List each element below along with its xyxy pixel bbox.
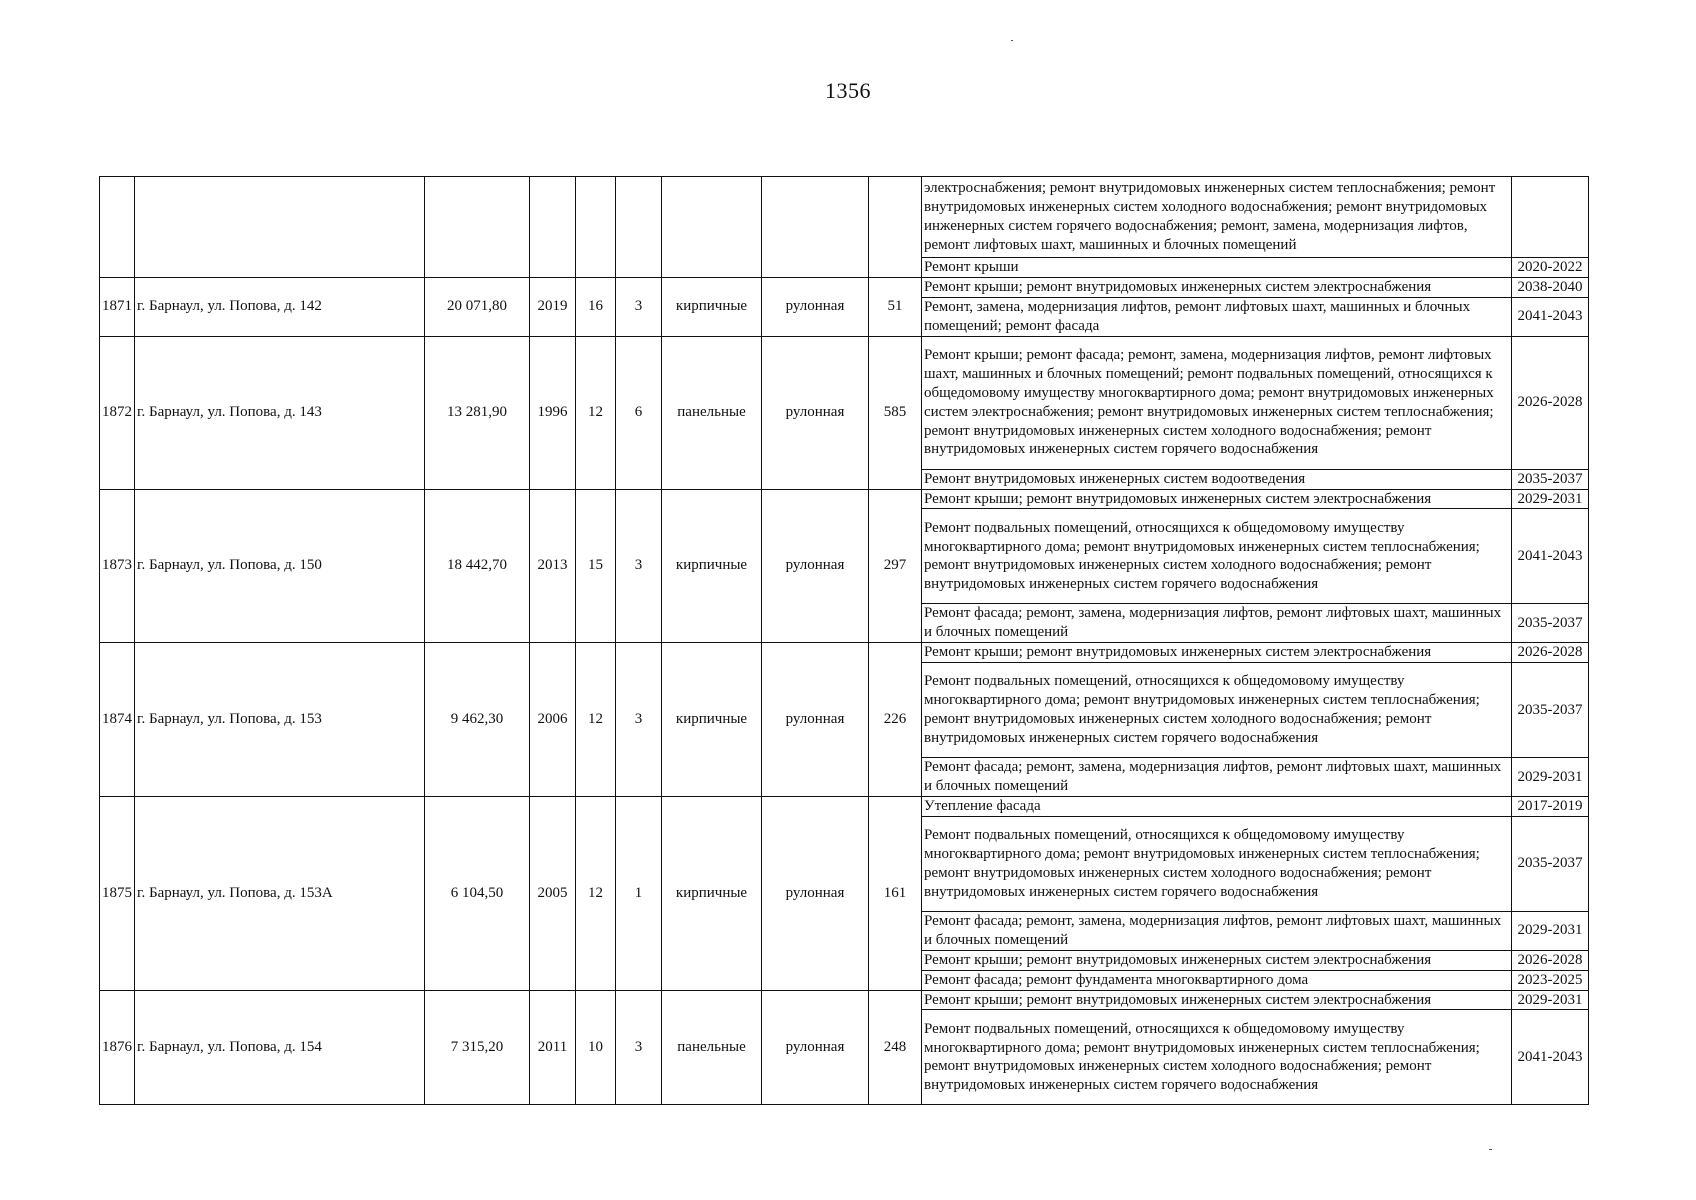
- period-cell: 2041-2043: [1512, 1010, 1589, 1105]
- roof-cell: рулонная: [762, 489, 869, 643]
- address-cell: г. Барнаул, ул. Попова, д. 153: [135, 643, 425, 797]
- period-cell: 2035-2037: [1512, 604, 1589, 643]
- period-cell: 2038-2040: [1512, 277, 1589, 297]
- works-cell: Ремонт крыши; ремонт фасада; ремонт, замена, модернизация лифтов, ремонт лифтовых шахт, машинных и блочных помещений; ремонт подвальных помещений, относящихся к общедомовому имуществу многоквартирного дома; ремонт внутридомовых инженерных систем электроснабжения; ремонт внутридомовых инженерных систем теплоснабжения; ремонт внутридомовых инженерных систем холодного водоснабжения; ремонт внутридомовых инженерных систем горячего водоснабжения: [922, 336, 1512, 469]
- works-cell: Ремонт фасада; ремонт, замена, модернизация лифтов, ремонт лифтовых шахт, машинных и блочных помещений: [922, 911, 1512, 950]
- works-cell: Ремонт подвальных помещений, относящихся к общедомовому имуществу многоквартирного дома; ремонт внутридомовых инженерных систем теплоснабжения; ремонт внутридомовых инженерных систем холодного водоснабжения; ремонт внутридомовых инженерных систем горячего водоснабжения: [922, 663, 1512, 758]
- floors-cell: 15: [576, 489, 616, 643]
- residents-cell: 297: [869, 489, 922, 643]
- period-cell: 2029-2031: [1512, 990, 1589, 1010]
- works-cell: Ремонт, замена, модернизация лифтов, ремонт лифтовых шахт, машинных и блочных помещений; ремонт фасада: [922, 297, 1512, 336]
- table-row: [100, 990, 1589, 1010]
- floors-cell: 10: [576, 990, 616, 1105]
- address-cell: г. Барнаул, ул. Попова, д. 142: [135, 277, 425, 336]
- walls-cell: панельные: [662, 336, 762, 489]
- roof-cell: рулонная: [762, 277, 869, 336]
- table-row: [100, 336, 1589, 469]
- works-cell: Ремонт крыши; ремонт внутридомовых инженерных систем электроснабжения: [922, 489, 1512, 509]
- works-cell: Ремонт фасада; ремонт, замена, модернизация лифтов, ремонт лифтовых шахт, машинных и блочных помещений: [922, 758, 1512, 797]
- address-cell: г. Барнаул, ул. Попова, д. 150: [135, 489, 425, 643]
- works-cell: Ремонт крыши; ремонт внутридомовых инженерных систем электроснабжения: [922, 643, 1512, 663]
- area-cell: 9 462,30: [425, 643, 530, 797]
- period-cell: 2041-2043: [1512, 509, 1589, 604]
- housing-repair-register-table: [99, 176, 1589, 1105]
- period-cell: [1512, 177, 1589, 258]
- table-row: [100, 796, 1589, 816]
- record-number: 1872: [100, 336, 135, 489]
- year-cell: [530, 177, 576, 278]
- residents-cell: 248: [869, 990, 922, 1105]
- residents-cell: 161: [869, 796, 922, 990]
- residents-cell: 51: [869, 277, 922, 336]
- floors-cell: [576, 177, 616, 278]
- area-cell: 7 315,20: [425, 990, 530, 1105]
- year-cell: 2005: [530, 796, 576, 990]
- year-cell: 2019: [530, 277, 576, 336]
- floors-cell: 12: [576, 643, 616, 797]
- entrances-cell: 3: [616, 489, 662, 643]
- period-cell: 2035-2037: [1512, 816, 1589, 911]
- area-cell: 20 071,80: [425, 277, 530, 336]
- scan-speck: [1011, 40, 1013, 41]
- residents-cell: [869, 177, 922, 278]
- works-cell: Ремонт крыши; ремонт внутридомовых инженерных систем электроснабжения: [922, 990, 1512, 1010]
- entrances-cell: 3: [616, 277, 662, 336]
- entrances-cell: 3: [616, 990, 662, 1105]
- year-cell: 2006: [530, 643, 576, 797]
- works-cell: Ремонт подвальных помещений, относящихся к общедомовому имуществу многоквартирного дома; ремонт внутридомовых инженерных систем теплоснабжения; ремонт внутридомовых инженерных систем холодного водоснабжения; ремонт внутридомовых инженерных систем горячего водоснабжения: [922, 816, 1512, 911]
- period-cell: 2029-2031: [1512, 911, 1589, 950]
- record-number: 1876: [100, 990, 135, 1105]
- record-number: 1875: [100, 796, 135, 990]
- table-body: [100, 177, 1589, 1105]
- residents-cell: 226: [869, 643, 922, 797]
- period-cell: 2029-2031: [1512, 758, 1589, 797]
- year-cell: 1996: [530, 336, 576, 489]
- works-cell: Ремонт подвальных помещений, относящихся к общедомовому имуществу многоквартирного дома; ремонт внутридомовых инженерных систем теплоснабжения; ремонт внутридомовых инженерных систем холодного водоснабжения; ремонт внутридомовых инженерных систем горячего водоснабжения: [922, 1010, 1512, 1105]
- walls-cell: кирпичные: [662, 643, 762, 797]
- entrances-cell: [616, 177, 662, 278]
- roof-cell: рулонная: [762, 336, 869, 489]
- num-cell: [100, 177, 135, 278]
- period-cell: 2026-2028: [1512, 336, 1589, 469]
- works-cell: Ремонт внутридомовых инженерных систем водоотведения: [922, 469, 1512, 489]
- entrances-cell: 1: [616, 796, 662, 990]
- address-cell: г. Барнаул, ул. Попова, д. 153А: [135, 796, 425, 990]
- scan-speck: [1489, 1149, 1492, 1150]
- page-number: 1356: [825, 78, 871, 103]
- period-cell: 2026-2028: [1512, 950, 1589, 970]
- works-cell: Ремонт крыши; ремонт внутридомовых инженерных систем электроснабжения: [922, 277, 1512, 297]
- roof-cell: рулонная: [762, 796, 869, 990]
- record-number: 1873: [100, 489, 135, 643]
- table-row: [100, 277, 1589, 297]
- period-cell: 2017-2019: [1512, 796, 1589, 816]
- area-cell: [425, 177, 530, 278]
- area-cell: 18 442,70: [425, 489, 530, 643]
- year-cell: 2011: [530, 990, 576, 1105]
- works-cell: Ремонт фасада; ремонт фундамента многоквартирного дома: [922, 970, 1512, 990]
- period-cell: 2020-2022: [1512, 258, 1589, 278]
- record-number: 1871: [100, 277, 135, 336]
- floors-cell: 16: [576, 277, 616, 336]
- walls-cell: [662, 177, 762, 278]
- walls-cell: панельные: [662, 990, 762, 1105]
- residents-cell: 585: [869, 336, 922, 489]
- period-cell: 2026-2028: [1512, 643, 1589, 663]
- entrances-cell: 6: [616, 336, 662, 489]
- works-cell: Ремонт крыши; ремонт внутридомовых инженерных систем электроснабжения: [922, 950, 1512, 970]
- roof-cell: [762, 177, 869, 278]
- walls-cell: кирпичные: [662, 489, 762, 643]
- works-cell: Ремонт фасада; ремонт, замена, модернизация лифтов, ремонт лифтовых шахт, машинных и блочных помещений: [922, 604, 1512, 643]
- area-cell: 6 104,50: [425, 796, 530, 990]
- address-cell: г. Барнаул, ул. Попова, д. 143: [135, 336, 425, 489]
- table-row: [100, 489, 1589, 509]
- floors-cell: 12: [576, 796, 616, 990]
- floors-cell: 12: [576, 336, 616, 489]
- works-cell: Ремонт подвальных помещений, относящихся к общедомовому имуществу многоквартирного дома; ремонт внутридомовых инженерных систем теплоснабжения; ремонт внутридомовых инженерных систем холодного водоснабжения; ремонт внутридомовых инженерных систем горячего водоснабжения: [922, 509, 1512, 604]
- period-cell: 2035-2037: [1512, 663, 1589, 758]
- record-number: 1874: [100, 643, 135, 797]
- walls-cell: кирпичные: [662, 796, 762, 990]
- address-cell: г. Барнаул, ул. Попова, д. 154: [135, 990, 425, 1105]
- period-cell: 2029-2031: [1512, 489, 1589, 509]
- entrances-cell: 3: [616, 643, 662, 797]
- year-cell: 2013: [530, 489, 576, 643]
- table-row: [100, 643, 1589, 663]
- roof-cell: рулонная: [762, 990, 869, 1105]
- period-cell: 2041-2043: [1512, 297, 1589, 336]
- roof-cell: рулонная: [762, 643, 869, 797]
- table-row: [100, 177, 1589, 258]
- area-cell: 13 281,90: [425, 336, 530, 489]
- works-cell: Утепление фасада: [922, 796, 1512, 816]
- works-cell: Ремонт крыши: [922, 258, 1512, 278]
- works-cell: электроснабжения; ремонт внутридомовых инженерных систем теплоснабжения; ремонт внутридомовых инженерных систем холодного водоснабжения; ремонт внутридомовых инженерных систем горячего водоснабжения; ремонт, замена, модернизация лифтов, ремонт лифтовых шахт, машинных и блочных помещений: [922, 177, 1512, 258]
- walls-cell: кирпичные: [662, 277, 762, 336]
- address-cell: [135, 177, 425, 278]
- period-cell: 2035-2037: [1512, 469, 1589, 489]
- period-cell: 2023-2025: [1512, 970, 1589, 990]
